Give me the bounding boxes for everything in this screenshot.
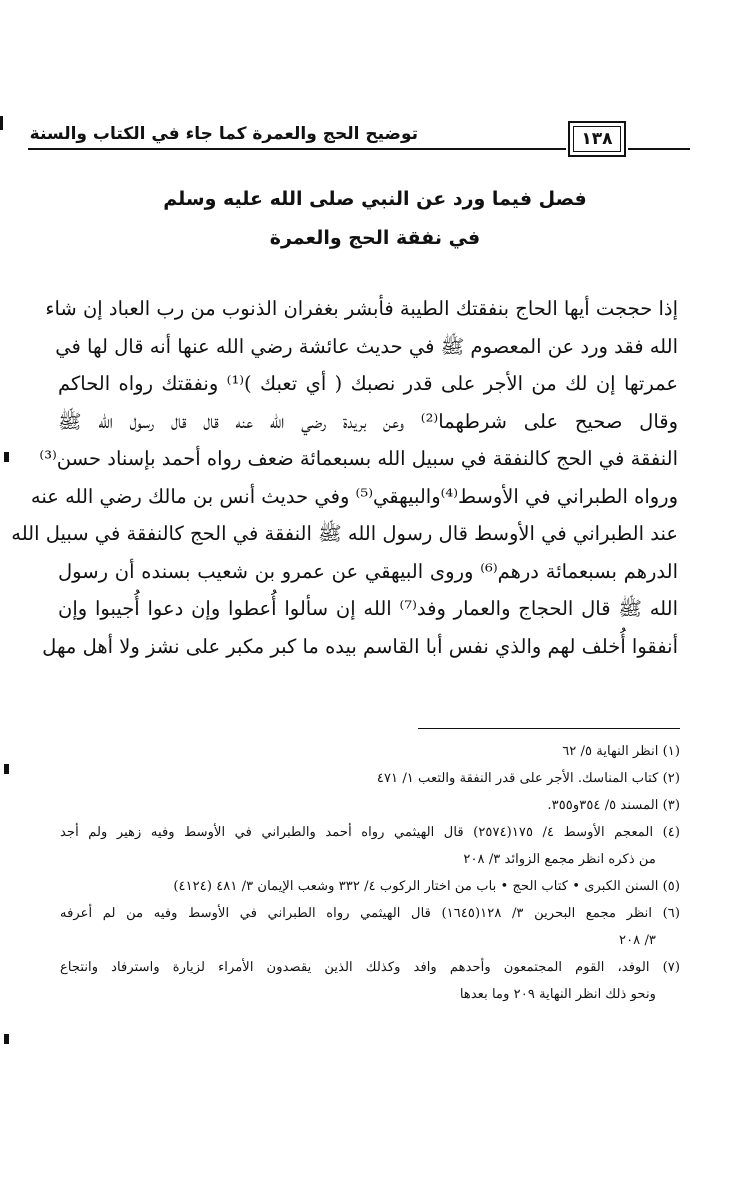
- body-paragraph: [11, 290, 679, 665]
- footnote: (٧) الوفد، القوم المجتمعون وأحدهم وافد وكذلك الذين يقصدون الأمراء لزيارة واسترفاد وانتجاع: [60, 960, 680, 975]
- body-line: وقال صحيح على شرطهما⁽²⁾ وعن بريدة رضي الله عنه قال قال رسول الله ﷺ: [58, 409, 679, 433]
- body-line: إذا حججت أيها الحاج بنفقتك الطيبة فأبشر بغفران الذنوب من رب العباد إن شاء: [45, 297, 678, 320]
- footnote: (١) انظر النهاية ٥/ ٦٢: [562, 744, 680, 759]
- footnote: (٢) كتاب المناسك. الأجر على قدر النفقة والتعب ١/ ٤٧١: [376, 771, 680, 786]
- footnote: (٥) السنن الكبرى • كتاب الحج • باب من اختار الركوب ٤/ ٣٣٢ وشعب الإيمان ٣/ ٤٨١ (٤١٢٤): [173, 879, 680, 894]
- page-number-box: [568, 121, 626, 157]
- footnote-separator: [418, 728, 680, 729]
- body-line: الله ﷺ قال الحجاج والعمار وفد⁽⁷⁾ الله إن سألوا أُعطوا وإن دعوا أُجيبوا وإن: [58, 597, 678, 620]
- footnote: (٦) انظر مجمع البحرين ٣/ ١٢٨(١٦٤٥) قال الهيثمي رواه الطبراني في الأوسط وفيه من لم أعرفه: [60, 906, 680, 921]
- edge-mark: [0, 116, 3, 130]
- footnote: (٤) المعجم الأوسط ٤/ ١٧٥(٢٥٧٤) قال الهيثمي رواه أحمد والطبراني في الأوسط وفيه زهير ولم أجد: [60, 825, 680, 840]
- edge-mark: [4, 452, 9, 462]
- header-rule-left: [28, 148, 566, 150]
- body-line: الدرهم بسبعمائة درهم⁽⁶⁾ وروى البيهقي عن عمرو بن شعيب بسنده أن رسول: [58, 559, 678, 583]
- footnote-continuation: ونحو ذلك انظر النهاية ٢٠٩ وما بعدها: [459, 987, 656, 1002]
- body-line: أنفقوا أُخلف لهم والذي نفس أبا القاسم بيده ما كبر مكبر على نشز ولا أهل مهل: [42, 634, 678, 658]
- footnote-continuation: ٣/ ٢٠٨: [619, 933, 656, 948]
- edge-mark: [4, 764, 9, 774]
- body-line: الله فقد ورد عن المعصوم ﷺ في حديث عائشة رضي الله عنها أنه قال لها في: [55, 334, 678, 358]
- section-title-line-1: فصل فيما ورد عن النبي صلى الله عليه وسلم: [163, 188, 587, 210]
- running-title: توضيح الحج والعمرة كما جاء في الكتاب والسنة: [29, 124, 418, 144]
- body-line: عند الطبراني في الأوسط قال رسول الله ﷺ النفقة في الحج كالنفقة في سبيل الله: [11, 522, 678, 545]
- footnote-continuation: من ذكره انظر مجمع الزوائد ٣/ ٢٠٨: [463, 852, 656, 867]
- footnote: (٣) المسند ٥/ ٣٥٤و٣٥٥.: [547, 798, 680, 813]
- edge-mark: [4, 1034, 9, 1044]
- page-number: ١٣٨: [581, 129, 613, 149]
- header-rule-right: [628, 148, 690, 150]
- body-line: النفقة في الحج كالنفقة في سبيل الله بسبعمائة ضعف رواه أحمد بإسناد حسن⁽³⁾: [39, 447, 678, 470]
- footnotes: [60, 738, 680, 1008]
- body-line: عمرتها إن لك من الأجر على قدر نصبك ( أي تعبك )⁽¹⁾ ونفقتك رواه الحاكم: [58, 372, 678, 395]
- section-title-line-2: في نفقة الحج والعمرة: [269, 227, 481, 249]
- body-line: ورواه الطبراني في الأوسط⁽⁴⁾والبيهقي⁽⁵⁾ وفي حديث أنس بن مالك رضي الله عنه: [30, 484, 678, 508]
